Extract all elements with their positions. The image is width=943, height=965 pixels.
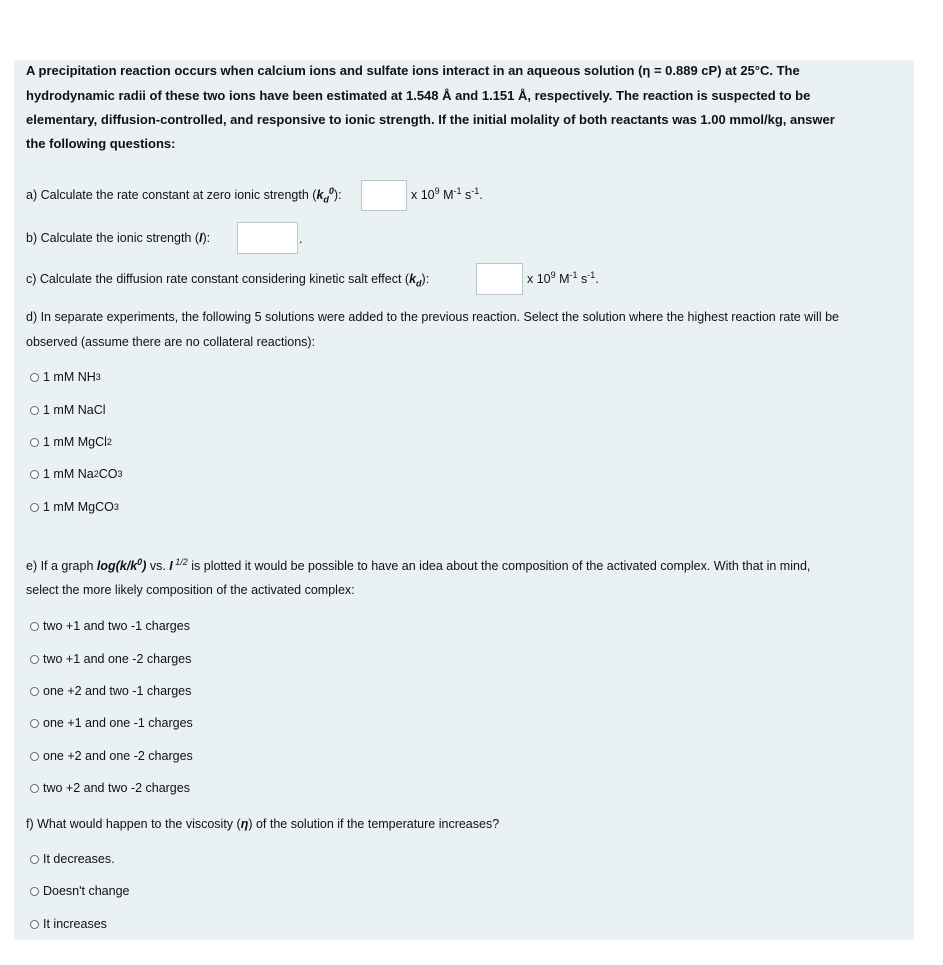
unit-c-exp: 9 [550, 269, 556, 280]
option-d-na2co3[interactable]: 1 mM Na 2 CO 3 [30, 467, 122, 481]
option-f-1-text: It decreases. [43, 852, 115, 866]
option-e-6-text: two +2 and two -2 charges [43, 781, 190, 795]
intro-line-2: hydrodynamic radii of these two ions have been estimated at 1.548 Å and 1.151 Å, respectively. The reaction is suspected to be [26, 88, 811, 103]
option-f-2-text: Doesn't change [43, 884, 130, 898]
unit-c-s-exp: -1 [587, 269, 596, 280]
intro-line-3: elementary, diffusion-controlled, and responsive to ionic strength. If the initial molality of both reactants was 1.00 mmol/kg, answer [26, 112, 835, 127]
radio-icon[interactable] [30, 752, 39, 761]
option-d-nh3[interactable]: 1 mM NH 3 [30, 370, 101, 384]
qe-part-e-sup: 1/2 [172, 556, 188, 567]
intro-line-1: A precipitation reaction occurs when calcium ions and sulfate ions interact in an aqueous solution (η = 0.889 cP) at 25°C. The [26, 63, 800, 78]
qe-part-d: vs. [146, 559, 170, 573]
option-d-mgco3[interactable]: 1 mM MgCO 3 [30, 500, 119, 514]
radio-icon[interactable] [30, 406, 39, 415]
question-a-sup: 0 [328, 185, 334, 196]
unit-a-s-exp: -1 [471, 185, 480, 196]
question-b-suffix: ): [202, 231, 211, 245]
unit-a-prefix: x 10 [411, 188, 435, 202]
radio-icon[interactable] [30, 855, 39, 864]
question-f-var: η [240, 817, 249, 831]
option-d-3-text: 1 mM MgCl [43, 435, 107, 449]
question-e-line-1 [26, 556, 811, 573]
question-c-label [26, 272, 430, 289]
option-e-4-text: one +1 and one -1 charges [43, 716, 193, 730]
question-f-suffix: ) of the solution if the temperature increases? [248, 817, 500, 831]
option-e-5[interactable] [30, 749, 193, 763]
radio-icon[interactable] [30, 373, 39, 382]
question-d-line-1: d) In separate experiments, the following 5 solutions were added to the previous reaction. Select the solution where the highest reaction rate will be [26, 310, 839, 324]
option-d-2-text: 1 mM NaCl [43, 403, 106, 417]
question-a-label [26, 185, 342, 205]
unit-c-end: . [595, 272, 599, 286]
intro-line-4: the following questions: [26, 136, 176, 151]
qe-part-e: I [169, 559, 173, 573]
answer-b-input[interactable] [237, 222, 298, 254]
radio-icon[interactable] [30, 920, 39, 929]
question-c-text: c) Calculate the diffusion rate constant considering kinetic salt effect ( [26, 272, 410, 286]
qe-part-c: ) [142, 559, 147, 573]
option-e-4[interactable] [30, 716, 193, 730]
radio-icon[interactable] [30, 438, 39, 447]
qe-part-b: log(k/k [96, 559, 138, 573]
radio-icon[interactable] [30, 503, 39, 512]
question-a-sub: d [323, 194, 329, 205]
question-b-label [26, 231, 210, 245]
option-e-1[interactable] [30, 619, 190, 633]
radio-icon[interactable] [30, 719, 39, 728]
question-b-var: I [199, 231, 203, 245]
unit-a-m: M [439, 188, 454, 202]
question-a-suffix: ): [333, 188, 342, 202]
option-e-1-text: two +1 and two -1 charges [43, 619, 190, 633]
question-e-line-2: select the more likely composition of the activated complex: [26, 583, 355, 597]
option-e-2-text: two +1 and one -2 charges [43, 652, 192, 666]
option-f-3-text: It increases [43, 917, 107, 931]
question-c-var: k [409, 272, 417, 286]
option-f-1[interactable] [30, 852, 115, 866]
question-a-text: a) Calculate the rate constant at zero ionic strength ( [26, 188, 317, 202]
radio-icon[interactable] [30, 470, 39, 479]
option-e-6[interactable] [30, 781, 190, 795]
unit-a-end: . [479, 188, 483, 202]
unit-c-prefix: x 10 [527, 272, 551, 286]
qe-part-b-sup: 0 [137, 556, 143, 567]
question-c-suffix: ): [421, 272, 430, 286]
option-e-2[interactable] [30, 652, 191, 666]
unit-a-exp: 9 [434, 185, 440, 196]
question-f-text: f) What would happen to the viscosity ( [26, 817, 241, 831]
radio-icon[interactable] [30, 784, 39, 793]
question-f-label [26, 817, 499, 831]
option-d-mgcl2[interactable]: 1 mM MgCl 2 [30, 435, 112, 449]
qe-part-f: is plotted it would be possible to have an idea about the composition of the activated complex. With that in mind, [187, 559, 811, 573]
option-e-3-text: one +2 and two -1 charges [43, 684, 192, 698]
unit-a-m-exp: -1 [453, 185, 462, 196]
question-c-sub: d [416, 278, 422, 289]
answer-a-input[interactable] [361, 180, 407, 211]
option-e-3[interactable] [30, 684, 191, 698]
option-f-2[interactable] [30, 884, 129, 898]
radio-icon[interactable] [30, 655, 39, 664]
radio-icon[interactable] [30, 687, 39, 696]
unit-c-m: M [555, 272, 570, 286]
unit-c-s: s [577, 272, 588, 286]
option-f-3[interactable] [30, 917, 107, 931]
option-d-4-text: 1 mM Na [43, 467, 94, 481]
unit-a-s: s [461, 188, 472, 202]
question-b-after: . [299, 232, 303, 246]
question-a-var: k [316, 188, 324, 202]
option-e-5-text: one +2 and one -2 charges [43, 749, 193, 763]
question-b-text: b) Calculate the ionic strength ( [26, 231, 200, 245]
qe-part-a: e) If a graph [26, 559, 97, 573]
radio-icon[interactable] [30, 622, 39, 631]
option-d-5-text: 1 mM MgCO [43, 500, 114, 514]
question-d-line-2: observed (assume there are no collateral reactions): [26, 335, 316, 349]
radio-icon[interactable] [30, 887, 39, 896]
question-c-unit [527, 269, 599, 286]
option-d-1-text: 1 mM NH [43, 370, 96, 384]
option-d-4-post: CO [98, 467, 118, 481]
unit-c-m-exp: -1 [569, 269, 578, 280]
question-a-unit [411, 185, 483, 202]
answer-c-input[interactable] [476, 263, 523, 295]
option-d-nacl[interactable] [30, 403, 106, 417]
